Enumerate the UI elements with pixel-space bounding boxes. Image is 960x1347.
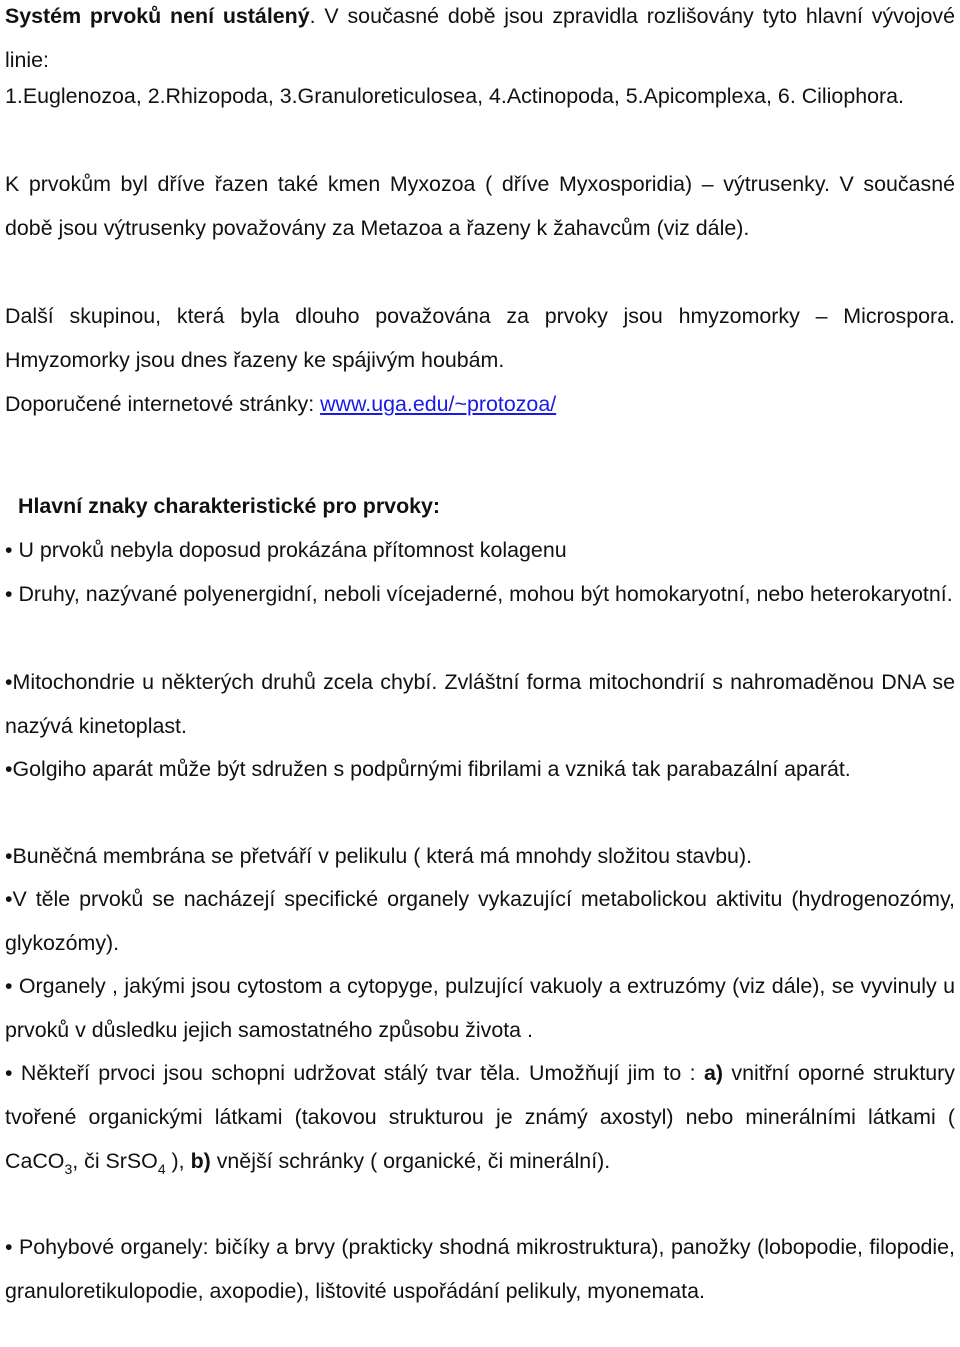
bullet-8-text-5: vnější schránky ( organické, či minerální). bbox=[210, 1149, 611, 1173]
bullet-3-text: Mitochondrie u některých druhů zcela chybí. Zvláštní forma mitochondrií s nahromaděnou DNA se nazývá kinetoplast. bbox=[5, 670, 955, 738]
bullet-8-text-4: ), bbox=[165, 1149, 191, 1173]
bullet-item-2: • Druhy, nazývané polyenergidní, neboli vícejaderné, mohou být homokaryotní, nebo heterokaryotní. bbox=[5, 582, 953, 606]
bullet-8-text-3: , či SrSO bbox=[72, 1149, 158, 1173]
intro-paragraph-5 bbox=[5, 382, 955, 426]
bullet-item-3: •Mitochondrie u některých druhů zcela chybí. Zvláštní forma mitochondrií s nahromaděnou DNA se nazývá kinetoplast. bbox=[5, 670, 955, 738]
bullet-6-text: V těle prvoků se nacházejí specifické organely vykazující metabolickou aktivitu (hydrogenozómy, glykozómy). bbox=[5, 887, 955, 955]
bullet-1-text: U prvoků nebyla doposud prokázána přítomnost kolagenu bbox=[18, 538, 567, 562]
intro-paragraph-4: Další skupinou, která byla dlouho považována za prvoky jsou hmyzomorky – Microspora. Hmyzomorky jsou dnes řazeny ke spájivým houbám. bbox=[5, 304, 955, 372]
bullet-8-label-b: b) bbox=[190, 1149, 211, 1173]
bullet-4-text: Golgiho aparát může být sdružen s podpůrnými fibrilami a vzniká tak parabazální aparát. bbox=[12, 757, 851, 781]
section-heading: Hlavní znaky charakteristické pro prvoky: bbox=[18, 494, 441, 518]
bullet-item-4: •Golgiho aparát může být sdružen s podpůrnými fibrilami a vzniká tak parabazální aparát. bbox=[5, 757, 851, 781]
bullet-8-label-a: a) bbox=[703, 1061, 723, 1085]
bullet-5-text: Buněčná membrána se přetváří v pelikulu ( která má mnohdy složitou stavbu). bbox=[12, 844, 753, 868]
bullet-9-text: Pohybové organely: bičíky a brvy (prakticky shodná mikrostruktura), panožky (lobopodie, filopodie, granuloretikulopodie, axopodie), lištovité uspořádání pelikuly, myonemata. bbox=[5, 1235, 956, 1303]
bullet-item-1: • U prvoků nebyla doposud prokázána přítomnost kolagenu bbox=[5, 538, 567, 562]
recommended-sites-label: Doporučené internetové stránky: bbox=[5, 392, 321, 416]
bullet-7-text: Organely , jakými jsou cytostom a cytopyge, pulzující vakuoly a extruzómy (viz dále), se vyvinuly u prvoků v důsledku jejich samostatného způsobu života . bbox=[5, 974, 956, 1042]
bullet-2-text: Druhy, nazývané polyenergidní, neboli vícejaderné, mohou být homokaryotní, nebo heterokaryotní. bbox=[18, 582, 953, 606]
caco3-subscript: 3 bbox=[64, 1161, 73, 1177]
bullet-8-text-1: Někteří prvoci jsou schopni udržovat stálý tvar těla. Umožňují jim to : bbox=[20, 1061, 704, 1085]
bullet-item-5: •Buněčná membrána se přetváří v pelikulu ( která má mnohdy složitou stavbu). bbox=[5, 844, 753, 868]
bullet-item-7: • Organely , jakými jsou cytostom a cytopyge, pulzující vakuoly a extruzómy (viz dále), se vyvinuly u prvoků v důsledku jejich samostatného způsobu života . bbox=[5, 974, 956, 1042]
intro-paragraph-1 bbox=[5, 0, 955, 82]
intro-paragraph-3: K prvokům byl dříve řazen také kmen Myxozoa ( dříve Myxosporidia) – výtrusenky. V současné době jsou výtrusenky považovány za Metazoa a řazeny k žahavcům (viz dále). bbox=[5, 172, 955, 240]
intro-bold-lead: Systém prvoků není ustálený bbox=[5, 4, 310, 28]
bullet-8-text-2: vnitřní oporné struktury tvořené organickými látkami (takovou strukturou je známý axostyl) nebo minerálními látkami ( CaCO bbox=[5, 1061, 956, 1173]
protozoa-website-link[interactable]: www.uga.edu/~protozoa/ bbox=[320, 392, 557, 416]
intro-paragraph-2: 1.Euglenozoa, 2.Rhizopoda, 3.Granuloreticulosea, 4.Actinopoda, 5.Apicomplexa, 6. Ciliophora. bbox=[5, 84, 904, 108]
intro-p1-text: . V současné době jsou zpravidla rozlišovány tyto hlavní vývojové linie: bbox=[5, 4, 955, 72]
bullet-item-8: • Někteří prvoci jsou schopni udržovat stálý tvar těla. Umožňují jim to : a) vnitřní oporné struktury tvořené organickými látkami (takovou strukturou je známý axostyl) nebo minerálními látkami ( CaCO$_3$, či SrSO$_4$ ), b) vnější schránky ( organické, či minerální). bbox=[5, 1061, 956, 1177]
bullet-item-6: •V těle prvoků se nacházejí specifické organely vykazující metabolickou aktivitu (hydrogenozómy, glykozómy). bbox=[5, 887, 955, 955]
srso4-subscript: 4 bbox=[157, 1161, 166, 1177]
bullet-item-9: • Pohybové organely: bičíky a brvy (prakticky shodná mikrostruktura), panožky (lobopodie, filopodie, granuloretikulopodie, axopodie), lištovité uspořádání pelikuly, myonemata. bbox=[5, 1235, 956, 1303]
